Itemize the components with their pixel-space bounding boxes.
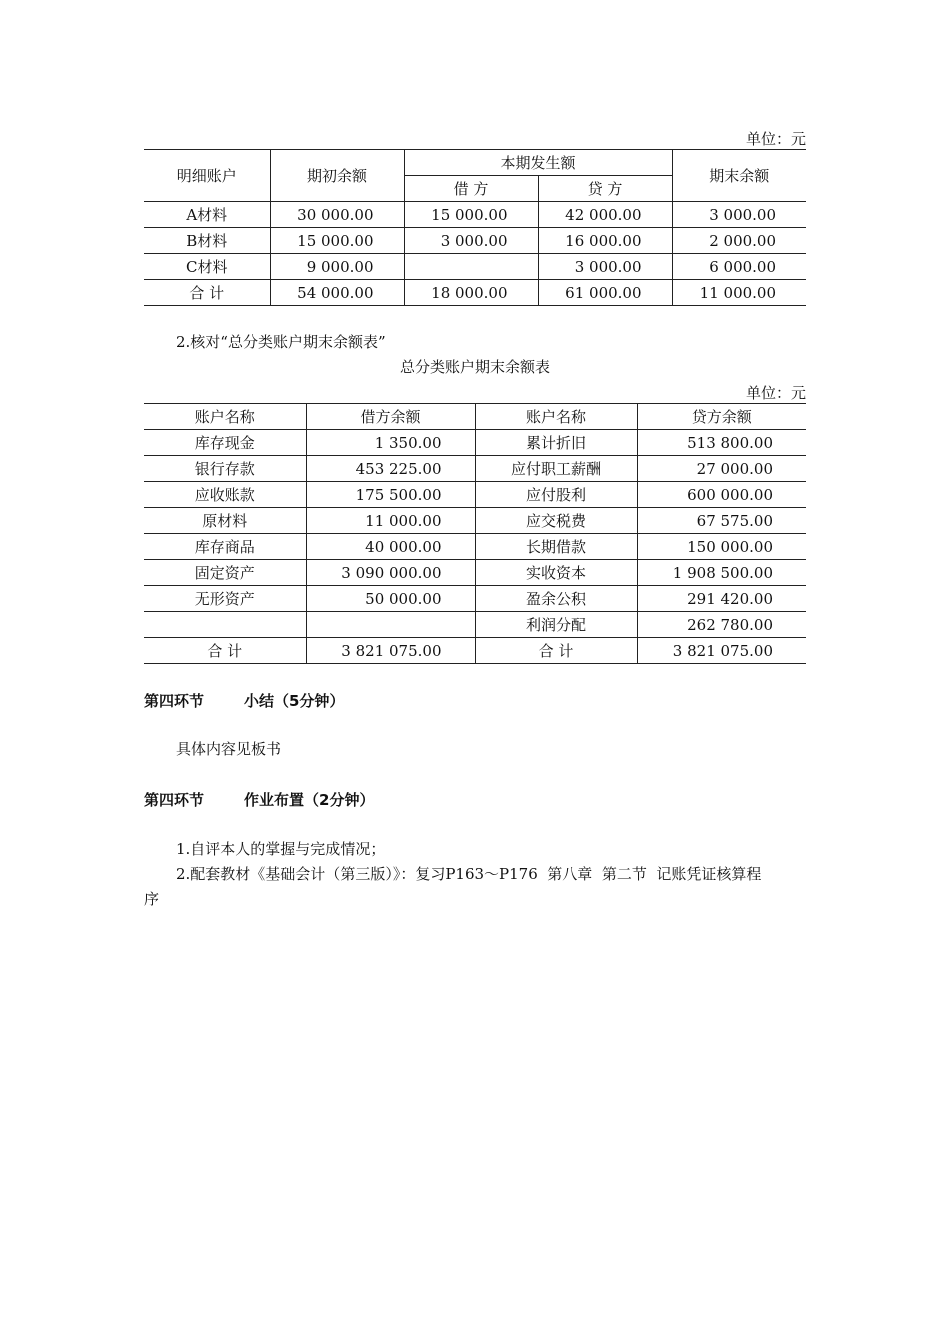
header-opening: 期初余额 — [270, 150, 404, 202]
cell-credit: 3 000.00 — [538, 254, 672, 280]
homework-item-1: 1.自评本人的掌握与完成情况； — [176, 840, 386, 858]
summary-title: 小结（5分钟） — [244, 692, 345, 710]
homework-section: 第四环节 — [144, 791, 205, 809]
cell-opening: 15 000.00 — [270, 228, 404, 254]
header-account: 明细账户 — [144, 150, 270, 202]
cell-debit — [404, 254, 538, 280]
summary-section: 第四环节 — [144, 692, 205, 710]
cell-credit-account: 利润分配 — [475, 612, 637, 638]
cell-opening: 54 000.00 — [270, 280, 404, 306]
header-account-name: 账户名称 — [475, 404, 637, 430]
header-debit-balance: 借方余额 — [306, 404, 475, 430]
unit-label-1: 单位：元 — [745, 130, 806, 148]
homework-heading — [144, 789, 374, 810]
cell-debit-balance: 3 821 075.00 — [306, 638, 475, 664]
cell-credit-balance: 291 420.00 — [637, 586, 806, 612]
cell-debit-account: 原材料 — [144, 508, 306, 534]
table-row — [144, 482, 806, 508]
cell-credit: 16 000.00 — [538, 228, 672, 254]
cell-credit-account: 盈余公积 — [475, 586, 637, 612]
table-row-total — [144, 638, 806, 664]
cell-closing: 2 000.00 — [672, 228, 806, 254]
section2-item: 2.核对“总分类账户期末余额表” — [176, 333, 386, 351]
cell-credit-account: 长期借款 — [475, 534, 637, 560]
table-row — [144, 586, 806, 612]
table-row — [144, 612, 806, 638]
table-row — [144, 254, 806, 280]
cell-debit-balance: 175 500.00 — [306, 482, 475, 508]
cell-account: 合 计 — [144, 280, 270, 306]
cell-debit-account: 库存商品 — [144, 534, 306, 560]
cell-credit-balance: 600 000.00 — [637, 482, 806, 508]
table-row — [144, 560, 806, 586]
cell-credit-account: 合 计 — [475, 638, 637, 664]
homework-item-2: 2.配套教材《基础会计（第三版）》：复习P163～P176 第八章 第二节 记账凭证核算程 — [176, 865, 762, 883]
cell-debit-balance: 1 350.00 — [306, 430, 475, 456]
cell-credit-balance: 513 800.00 — [637, 430, 806, 456]
cell-credit-balance: 1 908 500.00 — [637, 560, 806, 586]
general-ledger-balance-table — [144, 403, 806, 664]
cell-debit-balance: 3 090 000.00 — [306, 560, 475, 586]
cell-account: B材料 — [144, 228, 270, 254]
header-current: 本期发生额 — [404, 150, 672, 176]
table-row — [144, 202, 806, 228]
homework-item-2-cont: 序 — [144, 890, 160, 908]
cell-credit: 42 000.00 — [538, 202, 672, 228]
header-account-name: 账户名称 — [144, 404, 306, 430]
cell-credit-account: 应付股利 — [475, 482, 637, 508]
table-row — [144, 228, 806, 254]
unit-label-2: 单位：元 — [745, 384, 806, 402]
cell-closing: 11 000.00 — [672, 280, 806, 306]
cell-credit-balance: 27 000.00 — [637, 456, 806, 482]
cell-account: C材料 — [144, 254, 270, 280]
header-credit: 贷 方 — [538, 176, 672, 202]
header-credit-balance: 贷方余额 — [637, 404, 806, 430]
homework-title: 作业布置（2分钟） — [244, 791, 375, 809]
cell-debit-account: 应收账款 — [144, 482, 306, 508]
table-row — [144, 534, 806, 560]
cell-debit-balance: 11 000.00 — [306, 508, 475, 534]
cell-credit-balance: 150 000.00 — [637, 534, 806, 560]
cell-credit-balance: 3 821 075.00 — [637, 638, 806, 664]
cell-debit-account — [144, 612, 306, 638]
cell-debit-account: 库存现金 — [144, 430, 306, 456]
cell-credit-account: 应交税费 — [475, 508, 637, 534]
cell-debit: 18 000.00 — [404, 280, 538, 306]
cell-debit-balance: 453 225.00 — [306, 456, 475, 482]
summary-body: 具体内容见板书 — [176, 740, 282, 758]
cell-credit-account: 实收资本 — [475, 560, 637, 586]
table-row — [144, 430, 806, 456]
cell-debit-balance: 50 000.00 — [306, 586, 475, 612]
table2-title: 总分类账户期末余额表 — [399, 358, 550, 376]
cell-debit-account: 合 计 — [144, 638, 306, 664]
cell-debit-balance — [306, 612, 475, 638]
cell-debit-account: 固定资产 — [144, 560, 306, 586]
cell-debit-account: 无形资产 — [144, 586, 306, 612]
table-row-total — [144, 280, 806, 306]
header-closing: 期末余额 — [672, 150, 806, 202]
cell-credit-account: 累计折旧 — [475, 430, 637, 456]
cell-opening: 9 000.00 — [270, 254, 404, 280]
cell-debit: 15 000.00 — [404, 202, 538, 228]
detail-account-table — [144, 149, 806, 306]
summary-heading — [144, 690, 344, 711]
cell-debit-account: 银行存款 — [144, 456, 306, 482]
cell-opening: 30 000.00 — [270, 202, 404, 228]
cell-closing: 6 000.00 — [672, 254, 806, 280]
cell-credit-account: 应付职工薪酬 — [475, 456, 637, 482]
header-debit: 借 方 — [404, 176, 538, 202]
table-row — [144, 456, 806, 482]
cell-account: A材料 — [144, 202, 270, 228]
cell-credit-balance: 262 780.00 — [637, 612, 806, 638]
cell-credit-balance: 67 575.00 — [637, 508, 806, 534]
table-row — [144, 508, 806, 534]
cell-closing: 3 000.00 — [672, 202, 806, 228]
cell-credit: 61 000.00 — [538, 280, 672, 306]
cell-debit: 3 000.00 — [404, 228, 538, 254]
cell-debit-balance: 40 000.00 — [306, 534, 475, 560]
